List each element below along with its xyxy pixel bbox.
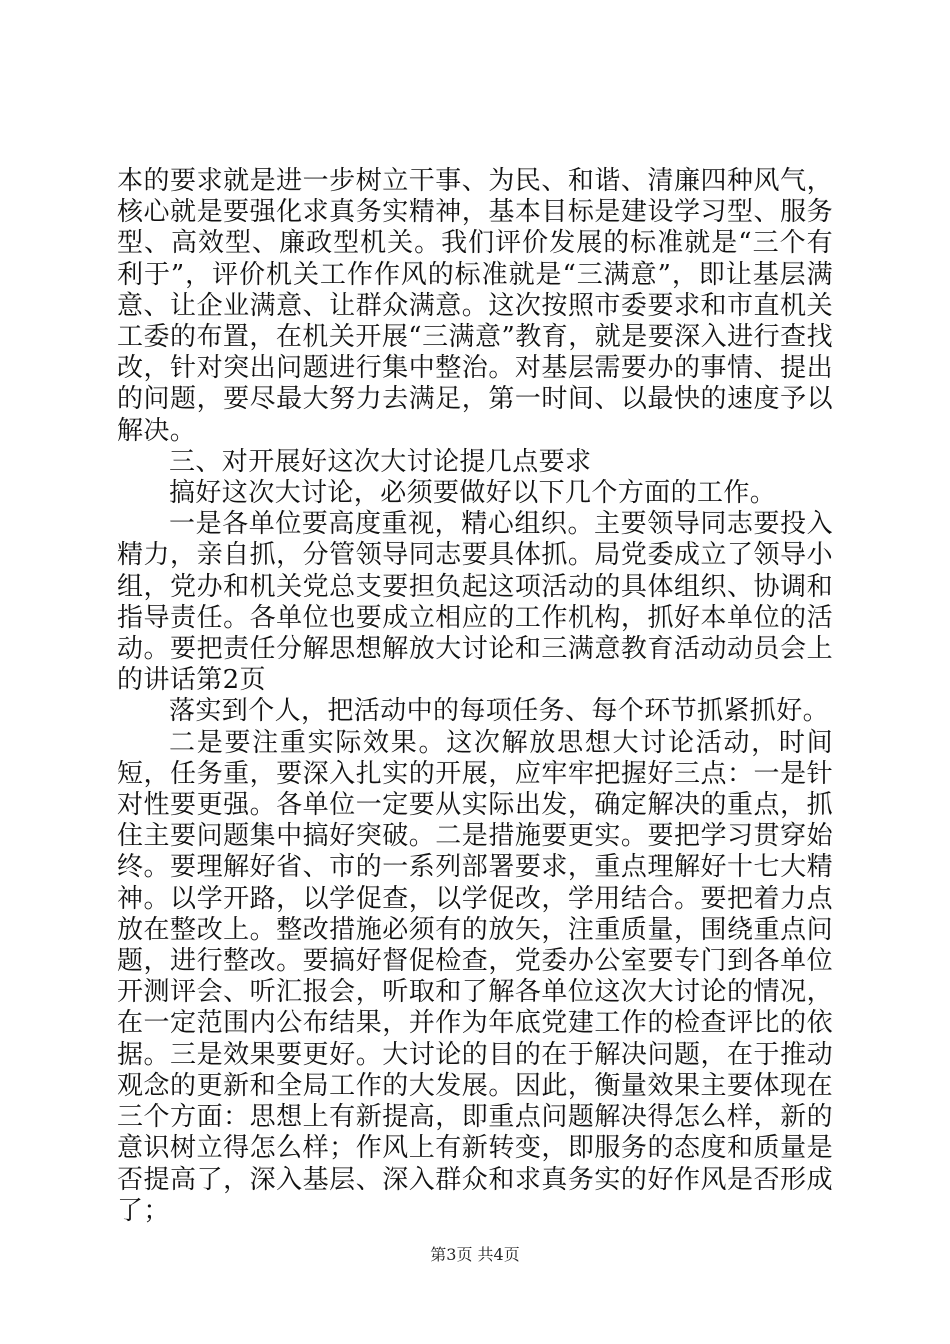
paragraph-point-2: 二是要注重实际效果。这次解放思想大讨论活动，时间短，任务重，要深入扎实的开展，应牢牢把握好三点：一是针对性要更强。各单位一定要从实际出发，确定解决的重点，抓住主要问题集中搞好突破。二是措施要更实。要把学习贯穿始终。要理解好省、市的一系列部署要求，重点理解好十七大精神。以学开路，以学促查，以学促改，学用结合。要把着力点放在整改上。整改措施必须有的放矢，注重质量，围绕重点问题，进行整改。要搞好督促检查，党委办公室要专门到各单位开测评会、听汇报会，听取和了解各单位这次大讨论的情况，在一定范围内公布结果，并作为年底党建工作的检查评比的依据。三是效果要更好。大讨论的目的在于解决问题，在于推动观念的更新和全局工作的大发展。因此，衡量效果主要体现在三个方面：思想上有新提高，即重点问题解决得怎么样，新的意识树立得怎么样；作风上有新转变，即服务的态度和质量是否提高了，深入基层、深入群众和求真务实的好作风是否形成了； [117,727,833,1226]
paragraph-1: 本的要求就是进一步树立干事、为民、和谐、清廉四种风气，核心就是要强化求真务实精神，基本目标是建设学习型、服务型、高效型、廉政型机关。我们评价发展的标准就是“三个有利于”，评价机关工作作风的标准就是“三满意”，即让基层满意、让企业满意、让群众满意。这次按照市委要求和市直机关工委的布置，在机关开展“三满意”教育，就是要深入进行查找改，针对突出问题进行集中整治。对基层需要办的事情、提出的问题，要尽最大努力去满足，第一时间、以最快的速度予以解决。 [117,166,833,446]
page-footer: 第3页 共4页 [430,1245,520,1264]
document-body [117,166,833,1227]
paragraph-point-1-cont: 落实到个人，把活动中的每项任务、每个环节抓紧抓好。 [169,696,830,727]
paragraph-intro: 搞好这次大讨论，必须要做好以下几个方面的工作。 [169,478,777,509]
paragraph-point-1: 一是各单位要高度重视，精心组织。主要领导同志要投入精力，亲自抓，分管领导同志要具体抓。局党委成立了领导小组，党办和机关党总支要担负起这项活动的具体组织、协调和指导责任。各单位也要成立相应的工作机构，抓好本单位的活动。要把责任分解思想解放大讨论和三满意教育活动动员会上的讲话第2页 [117,509,833,696]
section-heading-3: 三、对开展好这次大讨论提几点要求 [169,446,592,477]
